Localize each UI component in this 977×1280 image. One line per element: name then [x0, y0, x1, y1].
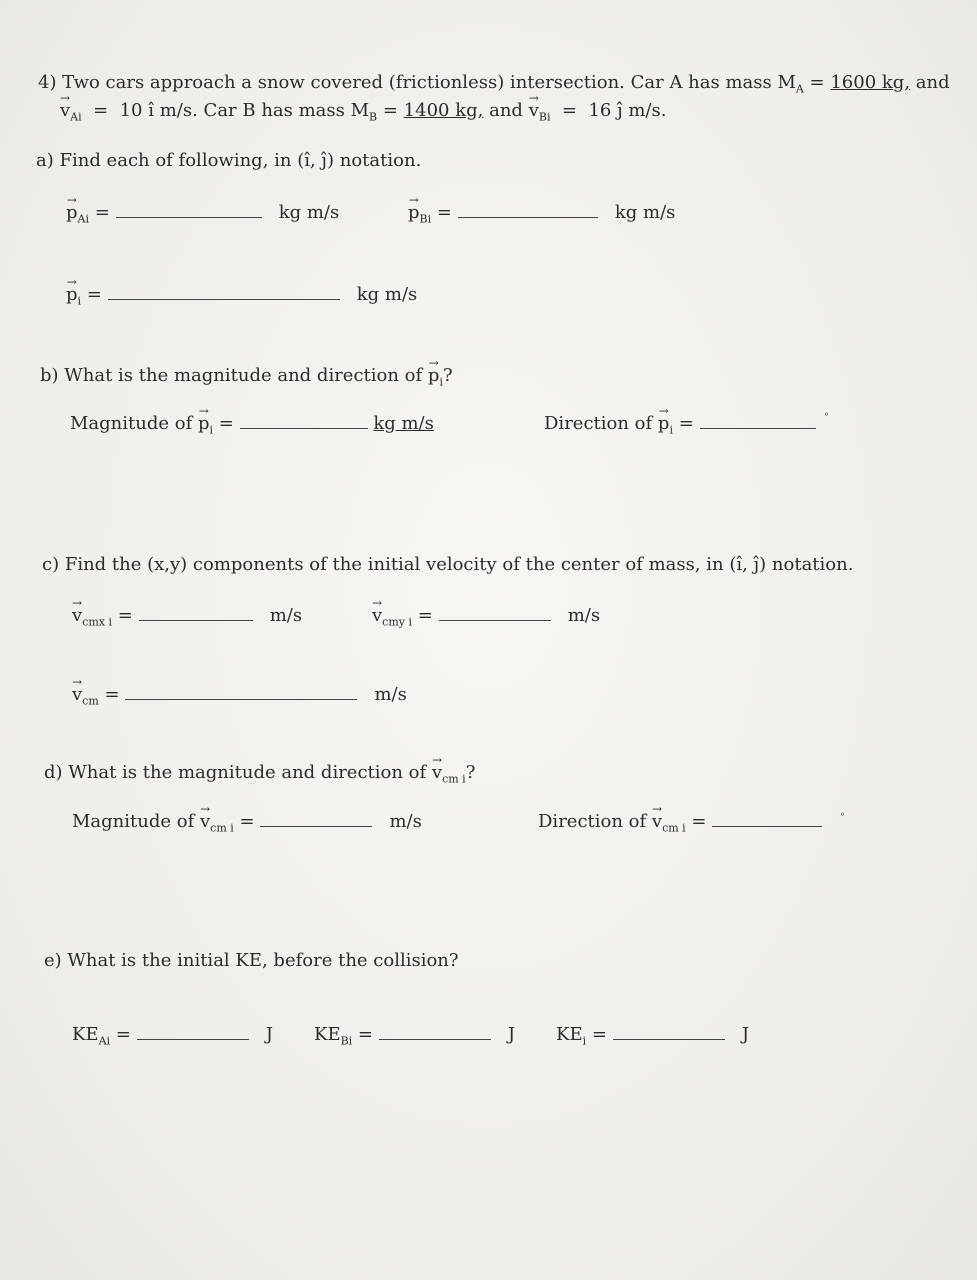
- pi-symbol: → p: [66, 284, 78, 306]
- keb-answer-blank[interactable]: [379, 1025, 491, 1040]
- vb-value: 16 ĵ m/s.: [588, 100, 667, 121]
- direction-sub-b: i: [669, 423, 673, 437]
- vb-symbol: → v: [529, 100, 539, 122]
- kea-unit: J: [265, 1024, 273, 1045]
- pi-magnitude-blank[interactable]: [240, 414, 368, 429]
- vcm-magnitude-unit: m/s: [389, 811, 422, 832]
- pa-row: → $p_{Ai}$ = kg m/s: [66, 202, 339, 231]
- vcmx-row: → $v_{cmx i}$ = m/s: [72, 605, 302, 634]
- keb-symbol: KE: [314, 1024, 341, 1045]
- part-d-qmark: ?: [465, 762, 476, 783]
- kei-unit: J: [741, 1024, 750, 1045]
- kea-row: $KE_{Ai}$ = J: [72, 1024, 273, 1048]
- va-value: 10 î m/s.: [119, 100, 198, 121]
- part-d-text: d) What is the magnitude and direction of: [44, 762, 427, 783]
- part-d-sym: → v: [432, 762, 442, 784]
- vcm-sub: cm: [82, 694, 99, 708]
- degree-mark-b: °: [824, 412, 829, 423]
- kea-sub: Ai: [98, 1034, 111, 1048]
- vcm-answer-blank[interactable]: [125, 685, 357, 700]
- pi-row: → $p_i$ = kg m/s: [66, 284, 417, 313]
- vcmy-answer-blank[interactable]: [439, 606, 551, 621]
- magnitude-sub-d: cm i: [210, 821, 234, 835]
- kei-answer-blank[interactable]: [613, 1025, 725, 1040]
- pi-answer-blank[interactable]: [108, 285, 340, 300]
- va-symbol: → v: [60, 100, 70, 122]
- direction-label-d: Direction of: [538, 811, 647, 832]
- pi-direction-blank[interactable]: [700, 414, 816, 429]
- part-b-prompt: [40, 365, 453, 394]
- part-b-qmark: ?: [442, 365, 453, 386]
- vcmy-row: → $v_{cmy i}$ = m/s: [372, 605, 600, 634]
- and-word-2: and: [489, 100, 523, 121]
- pa-answer-blank[interactable]: [116, 203, 262, 218]
- pi-unit: kg m/s: [356, 284, 418, 305]
- vcmy-unit: m/s: [567, 605, 601, 626]
- vcmx-unit: m/s: [269, 605, 303, 626]
- pb-unit: kg m/s: [614, 202, 676, 223]
- part-a-prompt: a) Find each of following, in (î, ĵ) notation.: [36, 150, 422, 171]
- mass-b-value: 1400 kg,: [403, 100, 484, 121]
- magnitude-sym-b: → p: [198, 413, 210, 435]
- part-d-sub: cm i: [442, 772, 466, 786]
- direction-sym-d: → v: [652, 811, 662, 833]
- mass-a-sub: A: [795, 82, 804, 96]
- vcm-direction-row: Direction of → $v_{cm i}$ =: [538, 811, 822, 840]
- direction-sym-b: → p: [658, 413, 670, 435]
- kea-symbol: KE: [72, 1024, 99, 1045]
- pa-unit: kg m/s: [278, 202, 340, 223]
- mass-a-value: 1600 kg,: [830, 72, 911, 93]
- vcmy-symbol: → v: [372, 605, 382, 627]
- vcmx-answer-blank[interactable]: [139, 606, 253, 621]
- and-word: and: [915, 72, 950, 93]
- pa-symbol: → p: [66, 202, 78, 224]
- kei-row: $KE_i$ = J: [556, 1024, 750, 1048]
- problem-number: 4): [38, 72, 57, 93]
- vcm-magnitude-blank[interactable]: [260, 812, 372, 827]
- pb-sub: Bi: [419, 212, 432, 226]
- magnitude-label-b: Magnitude of: [70, 413, 193, 434]
- pb-direction-row: Direction of → $p_i$ =: [544, 413, 816, 442]
- part-b-sub: i: [439, 375, 443, 389]
- pb-magnitude-row: Magnitude of → $p_i$ = kg m/s: [70, 413, 434, 442]
- vcmx-sub: cmx i: [82, 615, 112, 629]
- mass-b-sub: B: [369, 110, 378, 124]
- problem-line-1: 4) Two cars approach a snow covered (frictionless) intersection. Car A has mass $M_A = 1600$ kg, and: [38, 72, 950, 96]
- pi-sub: i: [77, 294, 82, 308]
- problem-intro-1: Two cars approach a snow covered (frictionless) intersection. Car A has mass M: [62, 72, 796, 93]
- magnitude-sub-b: i: [209, 423, 214, 437]
- magnitude-label-d: Magnitude of: [72, 811, 195, 832]
- pb-answer-blank[interactable]: [458, 203, 598, 218]
- degree-mark-d: °: [840, 812, 845, 823]
- direction-label-b: Direction of: [544, 413, 653, 434]
- direction-sub-d: cm i: [662, 821, 686, 835]
- va-sub: Ai: [70, 110, 82, 124]
- vcm-magnitude-row: Magnitude of → $v_{cm i}$ = m/s: [72, 811, 422, 840]
- vcm-symbol: → v: [72, 684, 82, 706]
- part-c-prompt: c) Find the (x,y) components of the initial velocity of the center of mass, in (î, ĵ) notation.: [42, 554, 854, 575]
- pb-row: → $p_{Bi}$ = kg m/s: [408, 202, 675, 231]
- part-b-text: b) What is the magnitude and direction of: [40, 365, 423, 386]
- kei-sub: i: [582, 1034, 587, 1048]
- part-b-sym: → p: [428, 365, 440, 387]
- vb-sub: Bi: [538, 110, 551, 124]
- pb-symbol: → p: [408, 202, 420, 224]
- vcmy-sub: cmy i: [382, 615, 412, 629]
- problem-intro-2: Car B has mass M: [203, 100, 370, 121]
- keb-row: $KE_{Bi}$ = J: [314, 1024, 516, 1048]
- part-e-prompt: e) What is the initial KE, before the collision?: [44, 950, 459, 971]
- kea-answer-blank[interactable]: [137, 1025, 249, 1040]
- pi-magnitude-unit: kg m/s: [373, 413, 434, 434]
- kei-symbol: KE: [556, 1024, 583, 1045]
- keb-sub: Bi: [340, 1034, 353, 1048]
- keb-unit: J: [507, 1024, 516, 1045]
- problem-line-2: → $v_{Ai} = 10$ î m/s. Car B has mass $M_B = 1400$ kg, and → $v_{Bi} = 16$ ĵ m/s.: [60, 100, 666, 129]
- vcm-direction-blank[interactable]: [712, 812, 822, 827]
- vcm-row: → $v_{cm}$ = m/s: [72, 684, 407, 713]
- pa-sub: Ai: [77, 212, 89, 226]
- vcm-unit: m/s: [374, 684, 407, 705]
- magnitude-sym-d: → v: [200, 811, 210, 833]
- part-d-prompt: [44, 762, 475, 791]
- vcmx-symbol: → v: [72, 605, 82, 627]
